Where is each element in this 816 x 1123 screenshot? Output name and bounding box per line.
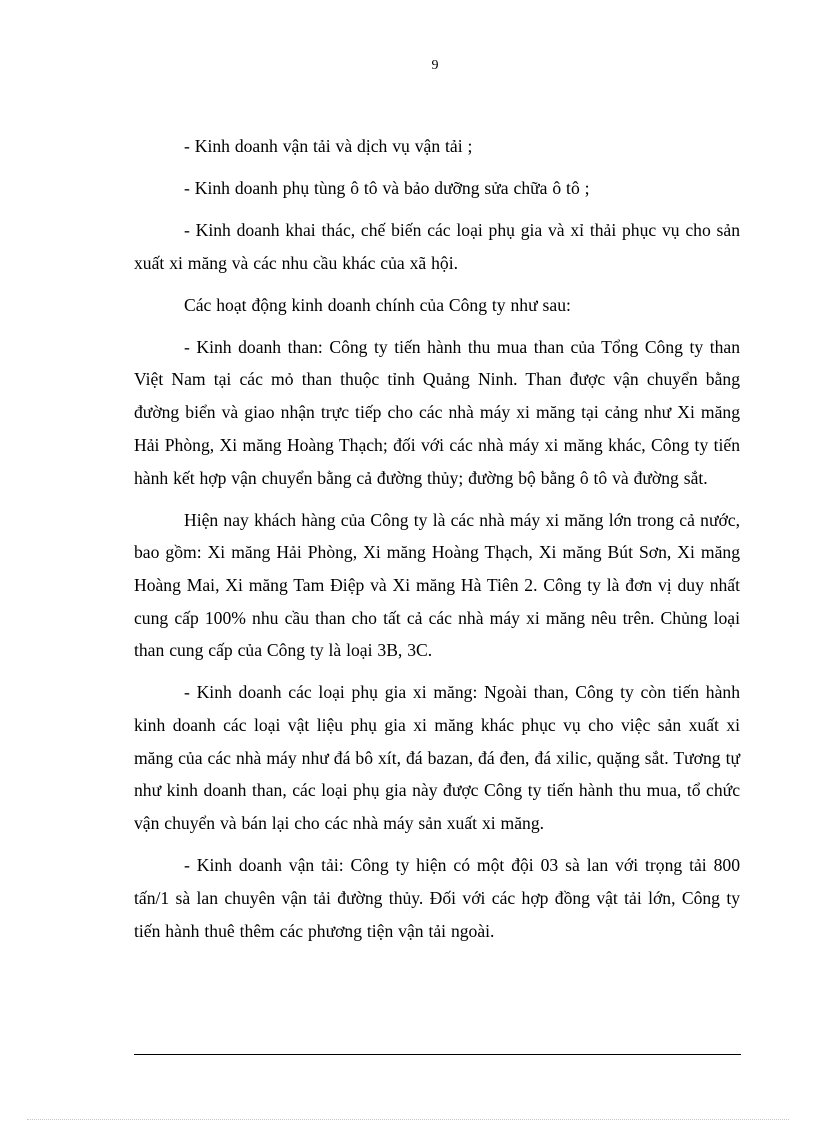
paragraph-business-auto-parts: - Kinh doanh phụ tùng ô tô và bảo dưỡng sửa chữa ô tô ; xyxy=(184,178,590,198)
paragraph-coal-trading: - Kinh doanh than: Công ty tiến hành thu mua than của Tổng Công ty than Việt Nam tại các mỏ than thuộc tỉnh Quảng Ninh. Than được vận chuyển bằng đường biển và giao nhận trực tiếp cho các nhà máy xi măng tại cảng như Xi măng Hải Phòng, Xi măng Hoàng Thạch; đối với các nhà máy xi măng khác, Công ty tiến hành kết hợp vận chuyển bằng cả đường thủy; đường bộ bằng ô tô và đường sắt. xyxy=(134,336,740,488)
document-body xyxy=(134,130,740,957)
paragraph-transport-fleet: - Kinh doanh vận tải: Công ty hiện có một đội 03 sà lan với trọng tải 800 tấn/1 sà lan chuyên vận tải đường thủy. Đối với các hợp đồng vật tải lớn, Công ty tiến hành thuê thêm các phương tiện vận tải ngoài. xyxy=(134,855,740,941)
paragraph-main-activities-intro: Các hoạt động kinh doanh chính của Công ty như sau: xyxy=(184,294,571,315)
page-number: 9 xyxy=(431,58,439,73)
paragraph-business-additives: - Kinh doanh khai thác, chế biến các loại phụ gia và xỉ thải phục vụ cho sản xuất xi măng và các nhu cầu khác của xã hội. xyxy=(134,220,740,273)
paragraph-cement-additives: - Kinh doanh các loại phụ gia xi măng: Ngoài than, Công ty còn tiến hành kinh doanh các loại vật liệu phụ gia xi măng khác phục vụ cho việc sản xuất xi măng của các nhà máy như đá bô xít, đá bazan, đá đen, đá xilic, quặng sắt. Tương tự như kinh doanh than, các loại phụ gia này được Công ty tiến hành thu mua, tổ chức vận chuyển và bán lại cho các nhà máy sản xuất xi măng. xyxy=(134,682,740,834)
paragraph-customers: Hiện nay khách hàng của Công ty là các nhà máy xi măng lớn trong cả nước, bao gồm: Xi măng Hải Phòng, Xi măng Hoàng Thạch, Xi măng Bút Sơn, Xi măng Hoàng Mai, Xi măng Tam Điệp và Xi măng Hà Tiên 2. Công ty là đơn vị duy nhất cung cấp 100% nhu cầu than cho tất cả các nhà máy xi măng nêu trên. Chủng loại than cung cấp của Công ty là loại 3B, 3C. xyxy=(134,509,740,661)
page-bottom-edge xyxy=(27,1119,789,1120)
paragraph-business-transport: - Kinh doanh vận tải và dịch vụ vận tải ; xyxy=(184,136,473,156)
footer-rule xyxy=(134,1054,741,1055)
